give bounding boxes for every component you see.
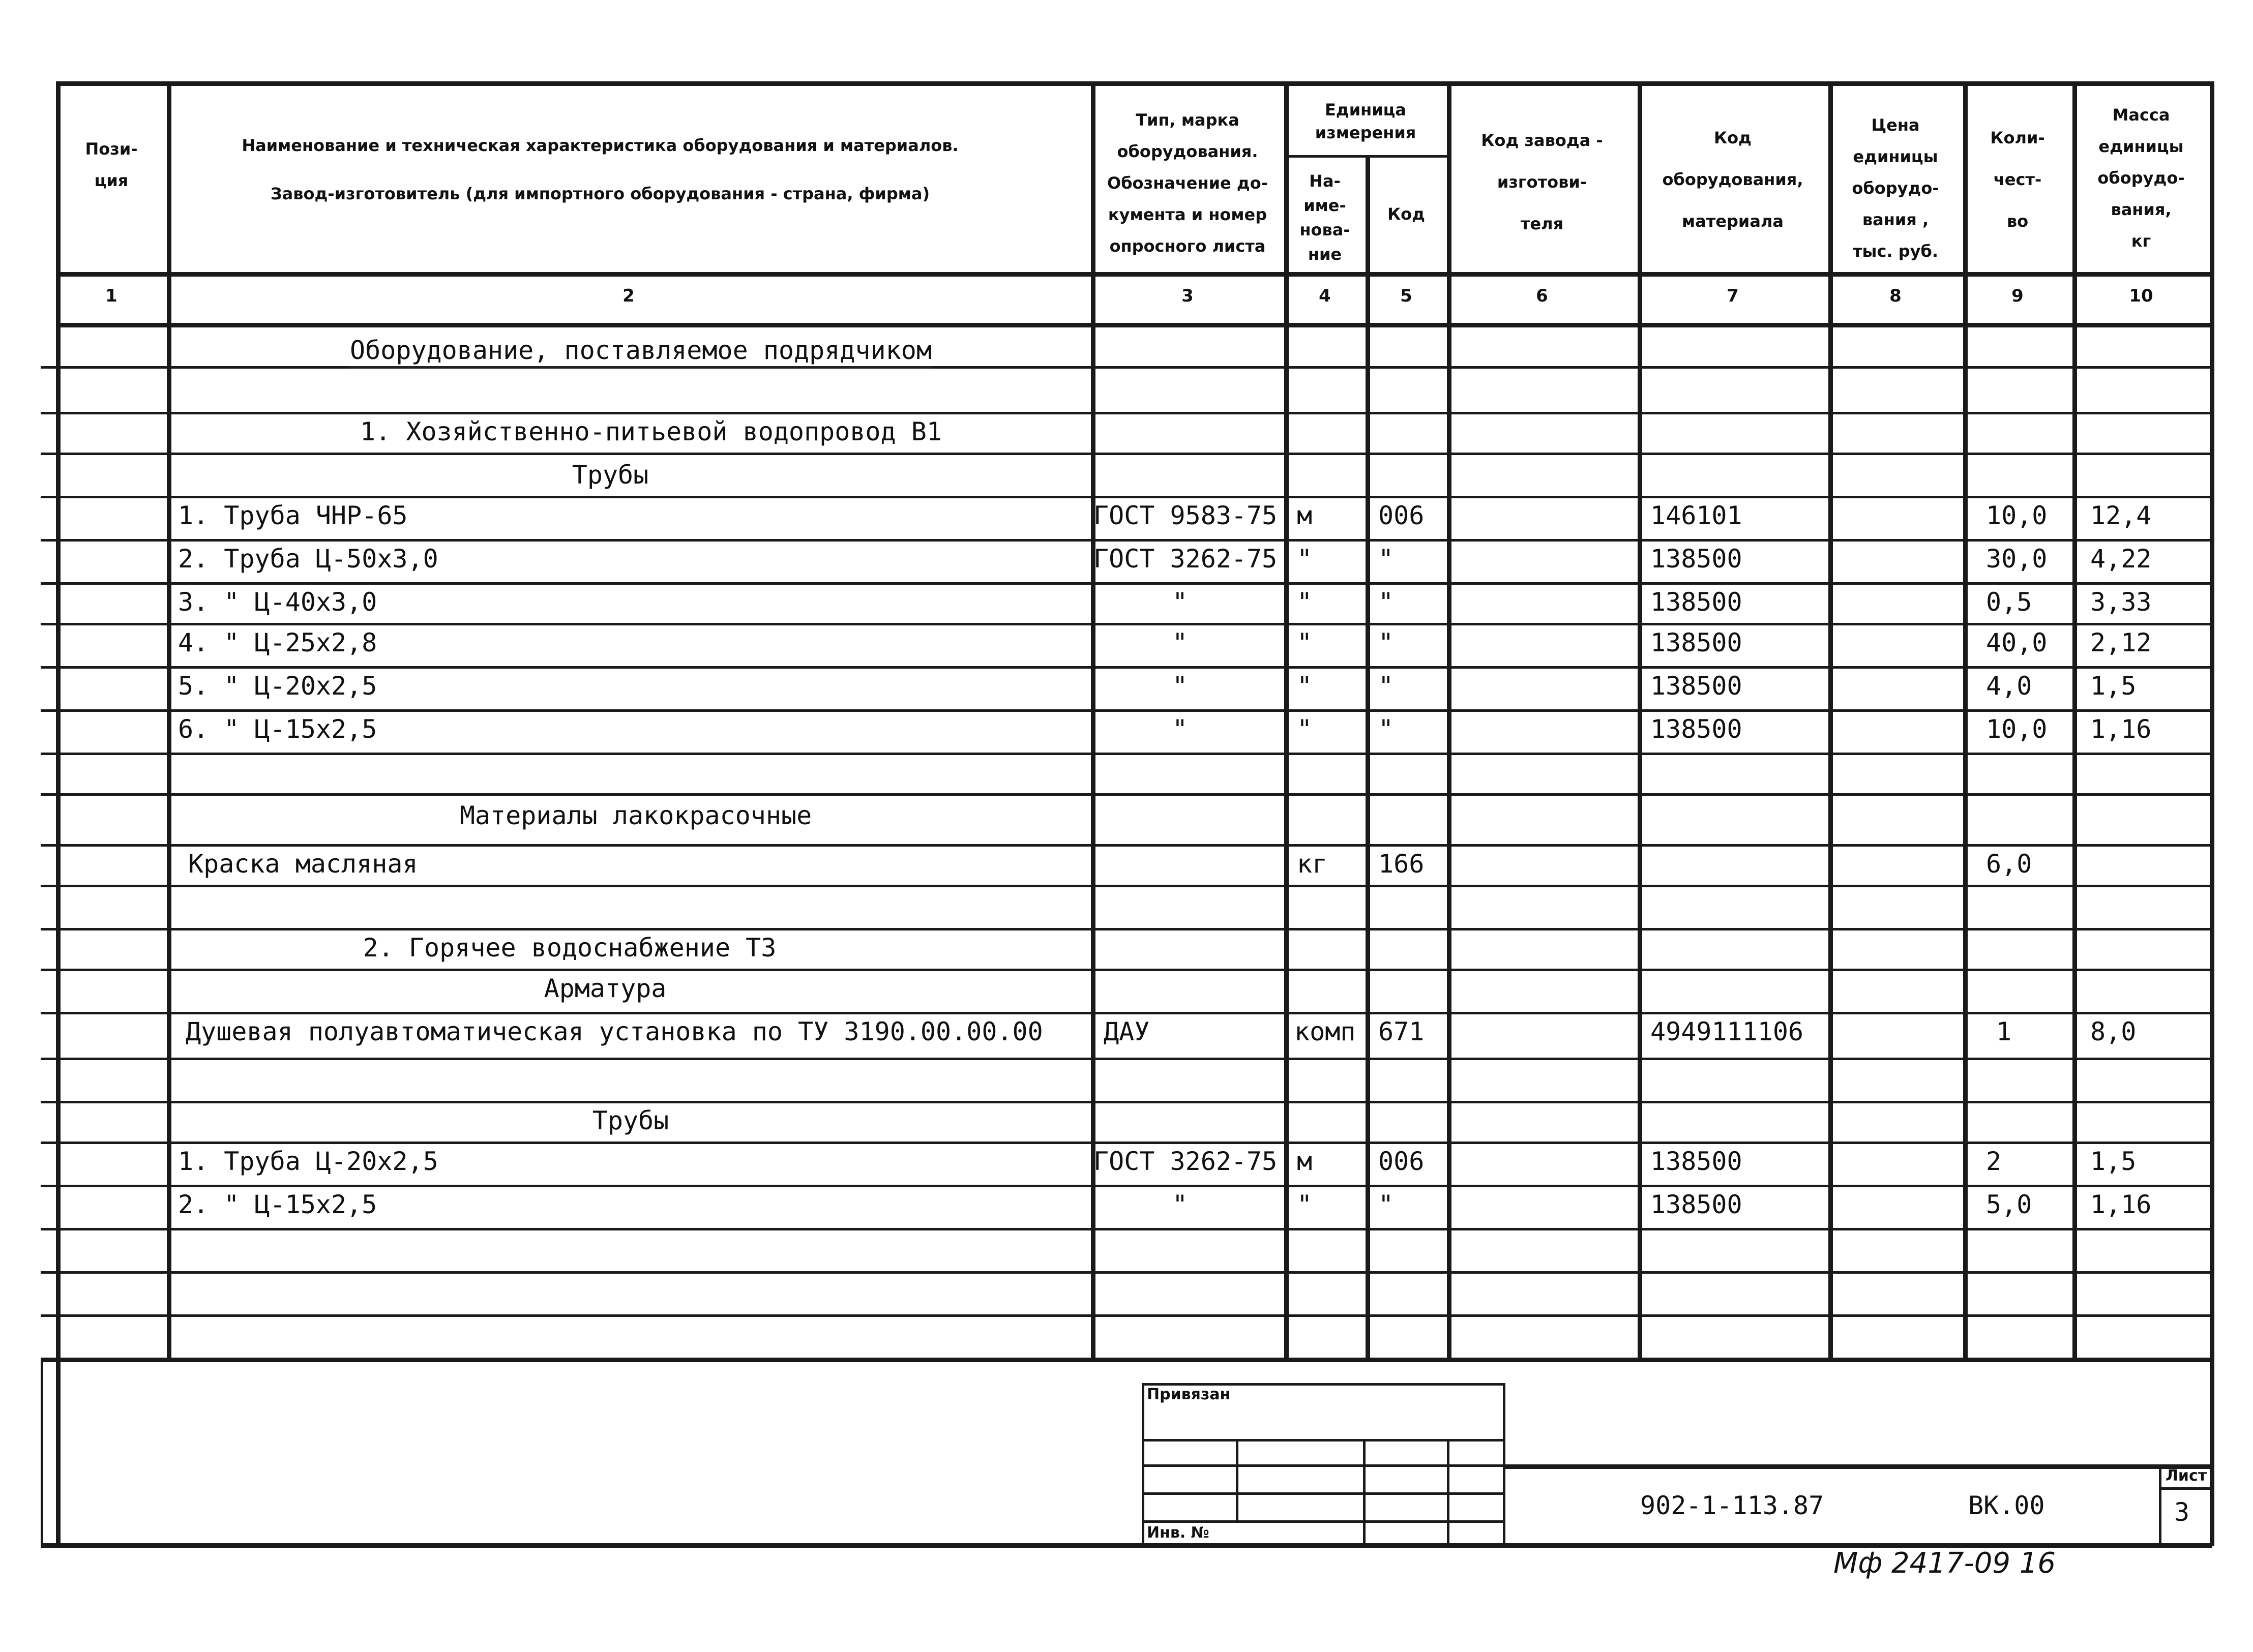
header-position: Пози- (85, 139, 138, 159)
column-number: 3 (1181, 286, 1194, 306)
header-equipment-code: Код (1714, 128, 1752, 147)
item-code: 138500 (1650, 628, 1742, 657)
table-row-rule (41, 1314, 2212, 1317)
item-unit-code: 671 (1378, 1017, 1425, 1046)
stamp-rule (1503, 1464, 2212, 1469)
item-standard: " (1172, 714, 1188, 744)
item-mass: 1,5 (2090, 1147, 2137, 1176)
table-row-rule (41, 1058, 2212, 1060)
item-unit-code: " (1378, 1190, 1394, 1219)
item-quantity: 5,0 (1986, 1190, 2032, 1219)
item-unit: комп (1294, 1017, 1356, 1046)
item-mass: 1,5 (2090, 671, 2137, 701)
column-number: 7 (1727, 286, 1739, 306)
subsection-heading: Арматура (544, 974, 667, 1003)
item-code: 138500 (1650, 544, 1742, 574)
header-unit: Единица (1325, 100, 1406, 119)
table-row-rule (41, 412, 2212, 414)
item-unit-code: " (1378, 544, 1394, 574)
item-code: 138500 (1650, 714, 1742, 744)
header-quantity: чест- (1993, 170, 2042, 189)
table-row-rule (41, 453, 2212, 455)
header-unit-name: ние (1308, 245, 1342, 264)
header-maker-code: Код завода - (1481, 131, 1603, 150)
item-quantity: 10,0 (1986, 501, 2048, 530)
item-code: 4949111106 (1650, 1017, 1804, 1046)
header-unit-name: име- (1303, 196, 1346, 215)
item-unit-code: " (1378, 587, 1394, 617)
column-rule (1828, 81, 1833, 1358)
item-code: 138500 (1650, 671, 1742, 701)
item-mass: 3,33 (2090, 587, 2152, 617)
header-price: единицы (1853, 147, 1938, 166)
subsection-heading: Материалы лакокрасочные (459, 801, 812, 830)
item-unit-code: 006 (1378, 1147, 1425, 1176)
item-name: 4. " Ц-25х2,8 (178, 628, 377, 657)
header-type: кумента и номер (1108, 205, 1267, 224)
header-mass: вания, (2111, 200, 2172, 219)
stamp-bound-label: Привязан (1147, 1386, 1231, 1403)
table-row-rule (41, 844, 2212, 847)
header-unit-code: Код (1387, 204, 1425, 224)
column-number: 10 (2129, 286, 2153, 306)
item-name: 2. Труба Ц-50х3,0 (178, 544, 438, 574)
stamp-rule (1236, 1439, 1238, 1520)
table-row-rule (41, 496, 2212, 498)
item-unit: " (1297, 671, 1313, 701)
subsection-heading: Трубы (592, 1106, 669, 1135)
item-mass: 8,0 (2090, 1017, 2137, 1046)
header-price: тыс. руб. (1852, 242, 1939, 261)
item-quantity: 10,0 (1986, 714, 2048, 744)
table-row-rule (41, 1228, 2212, 1230)
column-number: 9 (2011, 286, 2024, 306)
item-mass: 12,4 (2090, 501, 2152, 530)
section-heading: 2. Горячее водоснабжение Т3 (363, 933, 777, 963)
item-name: 3. " Ц-40х3,0 (178, 587, 377, 617)
header-type: опросного листа (1109, 236, 1266, 256)
item-standard: " (1172, 628, 1188, 657)
header-position: ция (94, 171, 129, 190)
section-heading: 1. Хозяйственно-питьевой водопровод В1 (360, 417, 942, 446)
section-title: Оборудование, поставляемое подрядчиком (350, 336, 932, 369)
item-unit-code: 166 (1378, 849, 1425, 879)
table-row-rule (41, 928, 2212, 930)
item-standard: ГОСТ 3262-75 (1093, 1147, 1278, 1176)
item-quantity: 4,0 (1986, 671, 2032, 701)
column-rule (2072, 81, 2077, 1358)
header-maker-code: изготови- (1497, 172, 1587, 192)
header-type: Обозначение до- (1107, 173, 1268, 193)
item-code: 138500 (1650, 1190, 1742, 1219)
table-row-rule (41, 969, 2212, 971)
item-name: 1. Труба ЧНР-65 (178, 501, 408, 530)
table-row-rule (41, 1271, 2212, 1274)
sheet-number: 3 (2174, 1497, 2190, 1527)
column-number-rule (56, 323, 2212, 327)
stamp-rule (1447, 1439, 1449, 1546)
column-rule (167, 81, 171, 1358)
item-unit: " (1297, 544, 1313, 574)
table-row-rule (41, 793, 2212, 796)
stamp-rule (2159, 1487, 2212, 1490)
header-quantity: во (2006, 212, 2029, 231)
document-mark: ВК.00 (1968, 1491, 2045, 1520)
header-unit: измерения (1315, 123, 1416, 142)
item-unit: м (1297, 1147, 1313, 1176)
item-standard: ГОСТ 9583-75 (1093, 501, 1278, 530)
item-name: Краска масляная (188, 849, 418, 879)
item-quantity: 40,0 (1986, 628, 2048, 657)
handwritten-number: Мф 2417-09 16 (1833, 1547, 2056, 1580)
sheet-border-right (2210, 81, 2214, 1546)
item-code: 138500 (1650, 1147, 1742, 1176)
table-row-rule (41, 709, 2212, 712)
column-rule (1963, 81, 1968, 1358)
header-price: Цена (1871, 115, 1920, 135)
document-code: 902-1-113.87 (1640, 1491, 1824, 1520)
column-number: 5 (1400, 286, 1412, 306)
header-unit-name: На- (1309, 171, 1341, 191)
table-row-rule (41, 753, 2212, 755)
header-name: Завод-изготовитель (для импортного оборудования - страна, фирма) (270, 184, 930, 203)
item-unit: кг (1297, 849, 1328, 879)
table-row-rule (41, 1101, 2212, 1103)
header-mass: единицы (2098, 137, 2184, 156)
item-standard: " (1172, 671, 1188, 701)
item-unit-code: " (1378, 671, 1394, 701)
item-quantity: 2 (1986, 1147, 2002, 1176)
stamp-rule (2159, 1464, 2161, 1546)
item-name: 2. " Ц-15х2,5 (178, 1190, 377, 1219)
sheet-border-left (56, 81, 61, 1546)
table-row-rule (41, 885, 2212, 887)
item-standard: ГОСТ 3262-75 (1093, 544, 1278, 574)
column-rule (1447, 81, 1451, 1358)
item-name: Душевая полуавтоматическая установка по ТУ 3190.00.00.00 (186, 1017, 1043, 1046)
item-standard: " (1172, 1190, 1188, 1219)
stamp-inventory-label: Инв. № (1147, 1524, 1209, 1542)
table-row-rule (41, 1185, 2212, 1187)
header-bottom-rule (56, 272, 2212, 277)
header-mass: оборудо- (2097, 168, 2185, 188)
item-standard: " (1172, 587, 1188, 617)
header-mass: кг (2131, 231, 2151, 251)
table-row-rule (41, 623, 2212, 625)
header-maker-code: теля (1520, 214, 1564, 233)
header-unit-name: нова- (1299, 220, 1350, 239)
item-name: 6. " Ц-15х2,5 (178, 714, 377, 744)
item-code: 146101 (1650, 501, 1742, 530)
stamp-left-edge (41, 1358, 43, 1546)
header-quantity: Коли- (1990, 128, 2045, 147)
item-unit: " (1297, 714, 1313, 744)
item-unit: " (1297, 1190, 1313, 1219)
header-mass: Масса (2112, 105, 2170, 125)
column-number: 4 (1319, 286, 1331, 306)
item-unit-code: " (1378, 714, 1394, 744)
item-unit: " (1297, 587, 1313, 617)
header-type: оборудования. (1117, 142, 1258, 161)
header-price: вания , (1862, 210, 1929, 229)
header-price: оборудо- (1852, 178, 1939, 198)
column-number: 2 (622, 286, 635, 306)
item-quantity: 1 (1996, 1017, 2012, 1046)
table-row-rule (41, 1012, 2212, 1014)
column-rule (1638, 81, 1642, 1358)
sheet-label: Лист (2166, 1467, 2207, 1485)
column-rule (1366, 155, 1370, 1358)
item-unit-code: 006 (1378, 501, 1425, 530)
item-type: ДАУ (1104, 1017, 1150, 1046)
column-number: 1 (105, 286, 117, 306)
header-type: Тип, марка (1136, 110, 1239, 130)
header-name: Наименование и техническая характеристика оборудования и материалов. (242, 136, 959, 155)
item-mass: 1,16 (2090, 714, 2152, 744)
column-number: 6 (1536, 286, 1548, 306)
item-quantity: 6,0 (1986, 849, 2032, 879)
column-number: 8 (1889, 286, 1902, 306)
item-mass: 2,12 (2090, 628, 2152, 657)
item-mass: 4,22 (2090, 544, 2152, 574)
item-name: 5. " Ц-20х2,5 (178, 671, 377, 701)
table-row-rule (41, 1142, 2212, 1144)
item-name: 1. Труба Ц-20х2,5 (178, 1147, 438, 1176)
stamp-rule (1363, 1439, 1366, 1546)
item-unit-code: " (1378, 628, 1394, 657)
item-unit: " (1297, 628, 1313, 657)
item-unit: м (1297, 501, 1313, 530)
item-quantity: 0,5 (1986, 587, 2032, 617)
subsection-heading: Трубы (572, 460, 649, 490)
item-quantity: 30,0 (1986, 544, 2048, 574)
header-equipment-code: материала (1682, 212, 1784, 231)
table-row-rule (41, 582, 2212, 585)
item-code: 138500 (1650, 587, 1742, 617)
sheet-border-top (56, 81, 2212, 86)
column-rule (1284, 81, 1289, 1358)
header-equipment-code: оборудования, (1662, 170, 1803, 189)
table-row-rule (41, 539, 2212, 542)
table-row-rule (41, 1358, 2212, 1362)
table-row-rule (41, 666, 2212, 669)
item-mass: 1,16 (2090, 1190, 2152, 1219)
